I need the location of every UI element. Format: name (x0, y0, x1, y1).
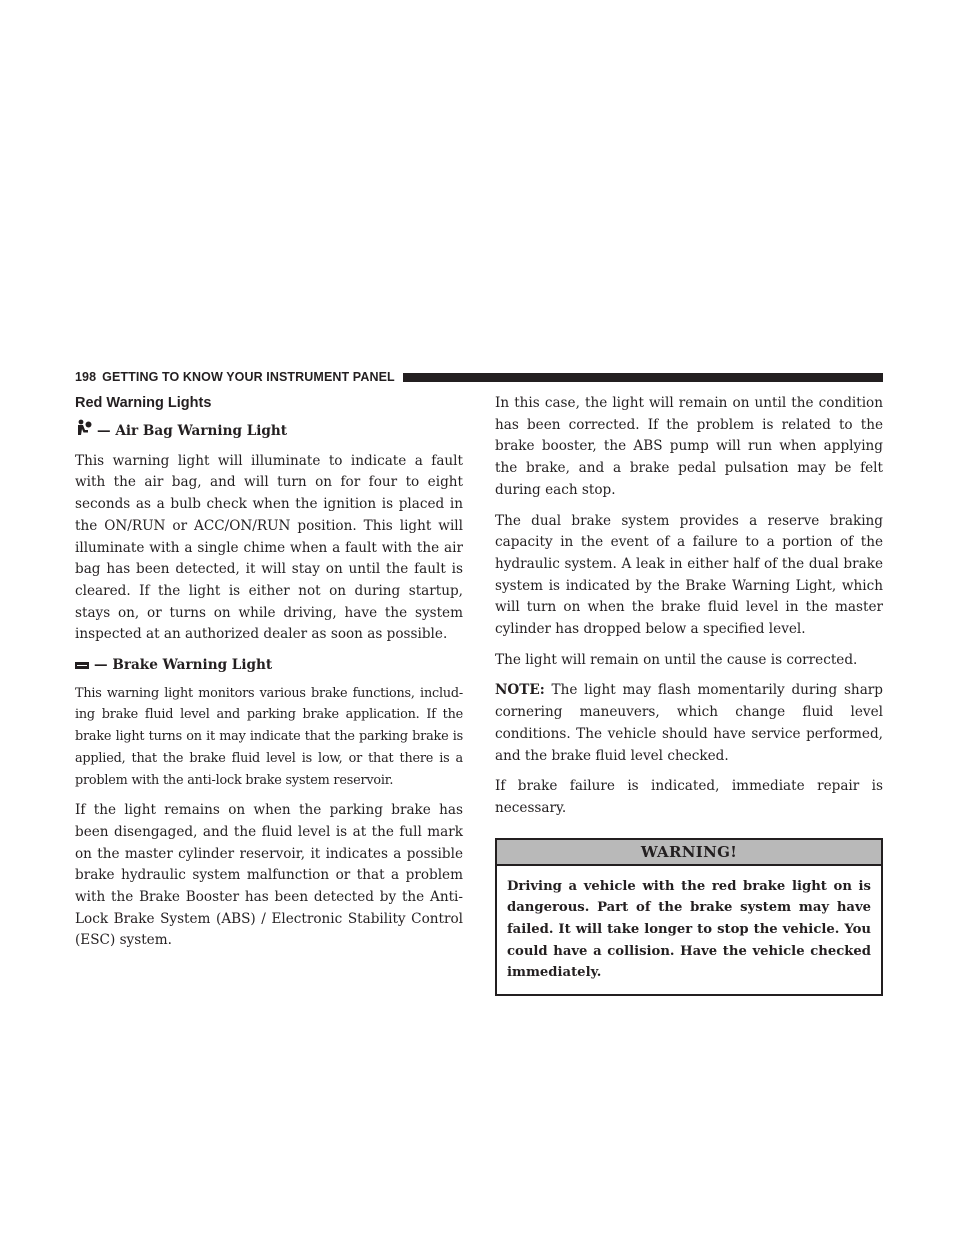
airbag-subheading (75, 419, 463, 445)
airbag-subheading-label: — Air Bag Warning Light (97, 423, 288, 439)
right-paragraph-2: The dual brake system provides a reserve braking capacity in the event of a failure to a portion of the hydraulic system. A leak in either half of the dual brake system is indicated by the Brake Warning Light, which will turn on when the brake fluid level in the master cylinder has dropped below a specified level. (495, 512, 883, 638)
warning-title: WARNING! (497, 840, 881, 866)
note-label: NOTE: (495, 682, 545, 699)
brake-paragraph-2: If the light remains on when the parking brake has been disengaged, and the fluid level is at the full mark on the master cylinder reservoir, it indicates a possible brake hydraulic system malfunction or that a problem with the Brake Booster has been detected by the Anti-Lock Brake System (ABS) / Electronic Stability Control (ESC) system. (75, 802, 463, 949)
brake-subheading (75, 655, 463, 677)
header-rule (403, 373, 883, 382)
section-heading: Red Warning Lights (75, 395, 212, 411)
warning-box (495, 838, 883, 997)
page-number: 198 (75, 370, 97, 384)
right-paragraph-4: If brake failure is indicated, immediate repair is necessary. (495, 778, 883, 816)
right-paragraph-3: The light will remain on until the cause is corrected. (495, 651, 858, 668)
brake-icon (75, 662, 89, 669)
airbag-paragraph: This warning light will illuminate to indicate a fault with the air bag, and will turn on for four to eight seconds as a bulb check when the ignition is placed in the ON/RUN or ACC/ON/RUN position. This light will illuminate with a single chime when a fault with the air bag has been detected, it will stay on until the fault is cleared. If the light is either not on during startup, stays on, or turns on while driving, have the system inspected at an authorized dealer as soon as possible. (75, 452, 463, 643)
brake-subheading-label: — Brake Warning Light (94, 657, 273, 674)
right-column (495, 393, 883, 996)
left-column (75, 393, 463, 961)
note-text: The light may flash momentarily during sharp cornering maneuvers, which change fluid level conditions. The vehicle should have service performed, and the brake fluid level checked. (495, 682, 883, 764)
warning-body: Driving a vehicle with the red brake light on is dangerous. Part of the brake system may have failed. It will take longer to stop the vehicle. You could have a collision. Have the vehicle checked immediately. (507, 878, 871, 981)
section-title: GETTING TO KNOW YOUR INSTRUMENT PANEL (102, 370, 395, 384)
brake-paragraph-1: This warning light monitors various brake functions, includ-ing brake fluid level and parking brake application. If the brake light turns on it may indicate that the parking brake is applied, that the brake fluid level is low, or that there is a problem with the anti-lock brake system reservoir. (75, 685, 463, 788)
note-paragraph (495, 680, 883, 767)
right-paragraph-1: In this case, the light will remain on until the condition has been corrected. If the problem is related to the brake booster, the ABS pump will run when applying the brake, and a brake pedal pulsation may be felt during each stop. (495, 395, 883, 498)
page-header (75, 368, 883, 386)
airbag-person-icon (75, 419, 93, 445)
